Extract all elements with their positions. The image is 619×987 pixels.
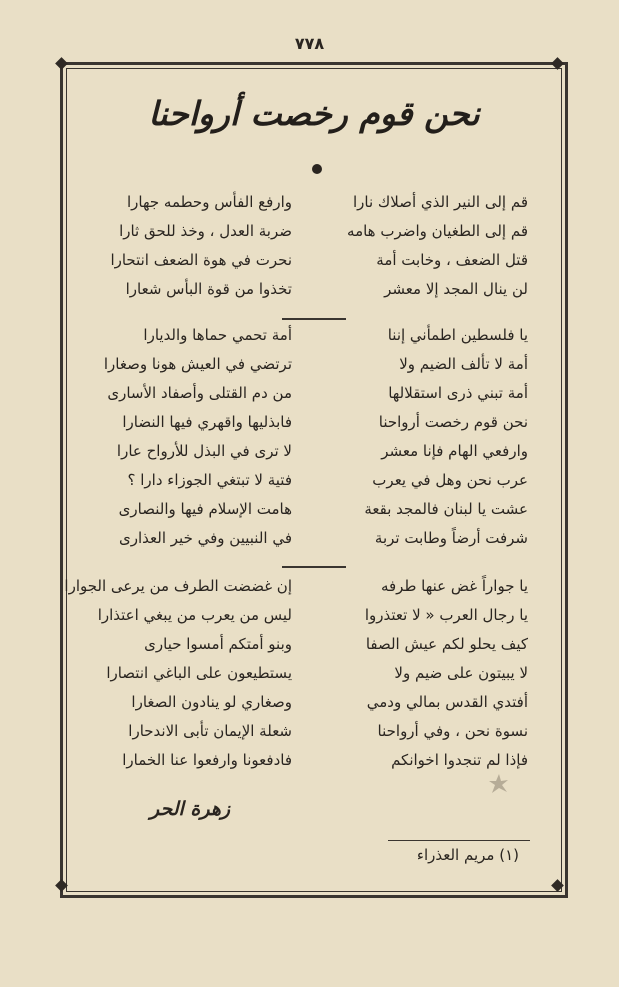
verse-line: قتل الضعف ، وخابت أمة [376,251,528,269]
stanza-2-left-column [94,321,292,553]
verse-line: شرفت أرضاً وطابت تربة [374,529,528,547]
stanza-3-left-column [64,572,292,775]
verse-line: ترتضي في العيش هونا وصغارا [103,355,292,373]
verse-line: ضربة العدل ، وخذ للحق ثارا [119,222,292,240]
verse-line: من دم القتلى وأصفاد الأسارى [107,384,292,402]
stanza-3-right-column [280,572,528,775]
verse-line: شعلة الإيمان تأبى الاندحارا [128,722,292,740]
verse-line: في النبيين وفي خير العذارى [119,529,292,547]
verse-line: فتية لا تبتغي الجوزاء دارا ؟ [127,471,292,489]
verse-line: يا جواراً غض عنها طرفه [380,577,528,595]
stanza-1-right-column [280,188,528,304]
verse-line: وارفع الفأس وحطمه جهارا [126,193,292,211]
verse-line: نسوة نحن ، وفي أرواحنا [377,722,528,740]
verse-line: تخذوا من قوة البأس شعارا [125,280,292,298]
verse-line: هامت الإسلام فيها والنصارى [118,500,292,518]
stanza-1-left-column [94,188,292,304]
poem-title: نحن قوم رخصت أرواحنا [148,94,480,133]
verse-line: إن غضضت الطرف من يرعى الجوارا [64,577,292,595]
verse-line: لن ينال المجد إلا معشر [384,280,528,298]
verse-line: كيف يحلو لكم عيش الصفا [365,635,528,653]
verse-line: قم إلى الطغيان واضرب هامه [347,222,528,240]
stanza-divider [282,318,346,320]
author-signature: زهرة الحر [150,798,231,820]
footnote-rule [388,840,530,841]
verse-line: نحن قوم رخصت أرواحنا [378,413,528,431]
verse-line: فإذا لم تنجدوا اخوانكم [391,751,528,769]
verse-line: وبنو أمتكم أمسوا حيارى [144,635,292,653]
verse-line: لا يبيتون على ضيم ولا [394,664,528,682]
verse-line: لا ترى في البذل للأرواح عارا [116,442,292,460]
stanza-divider [282,566,346,568]
verse-line: أمة تبني ذرى استقلالها [388,384,528,402]
verse-line: يا رجال العرب « لا تعتذروا [364,606,528,624]
verse-line: يا فلسطين اطمأني إننا [387,326,528,344]
verse-line: قم إلى النير الذي أصلاك نارا [352,193,528,211]
verse-line: أفتدي القدس بمالي ودمي [366,693,528,711]
verse-line: فادفعونا وارفعوا عنا الخمارا [122,751,292,769]
verse-line: فابذليها واقهري فيها النضارا [122,413,292,431]
stanza-2-right-column [280,321,528,553]
page-number: ٧٧٨ [294,34,325,53]
verse-line: أمة تحمي حماها والديارا [143,326,292,344]
ink-stain-mark [488,773,510,795]
verse-line: وصغاري لو ينادون الصغارا [131,693,292,711]
verse-line: ليس من يعرب من يبغي اعتذارا [97,606,292,624]
verse-line: يستطيعون على الباغي انتصارا [106,664,292,682]
verse-line: عشت يا لبنان فالمجد بقعة [364,500,528,518]
title-bullet-ornament [312,164,322,174]
footnote: (١) مريم العذراء [416,846,519,864]
verse-line: نحرت في هوة الضعف انتحارا [110,251,292,269]
verse-line: وارفعي الهام فإنا معشر [381,442,528,460]
verse-line: عرب نحن وهل في يعرب [372,471,528,489]
verse-line: أمة لا تألف الضيم ولا [399,355,528,373]
